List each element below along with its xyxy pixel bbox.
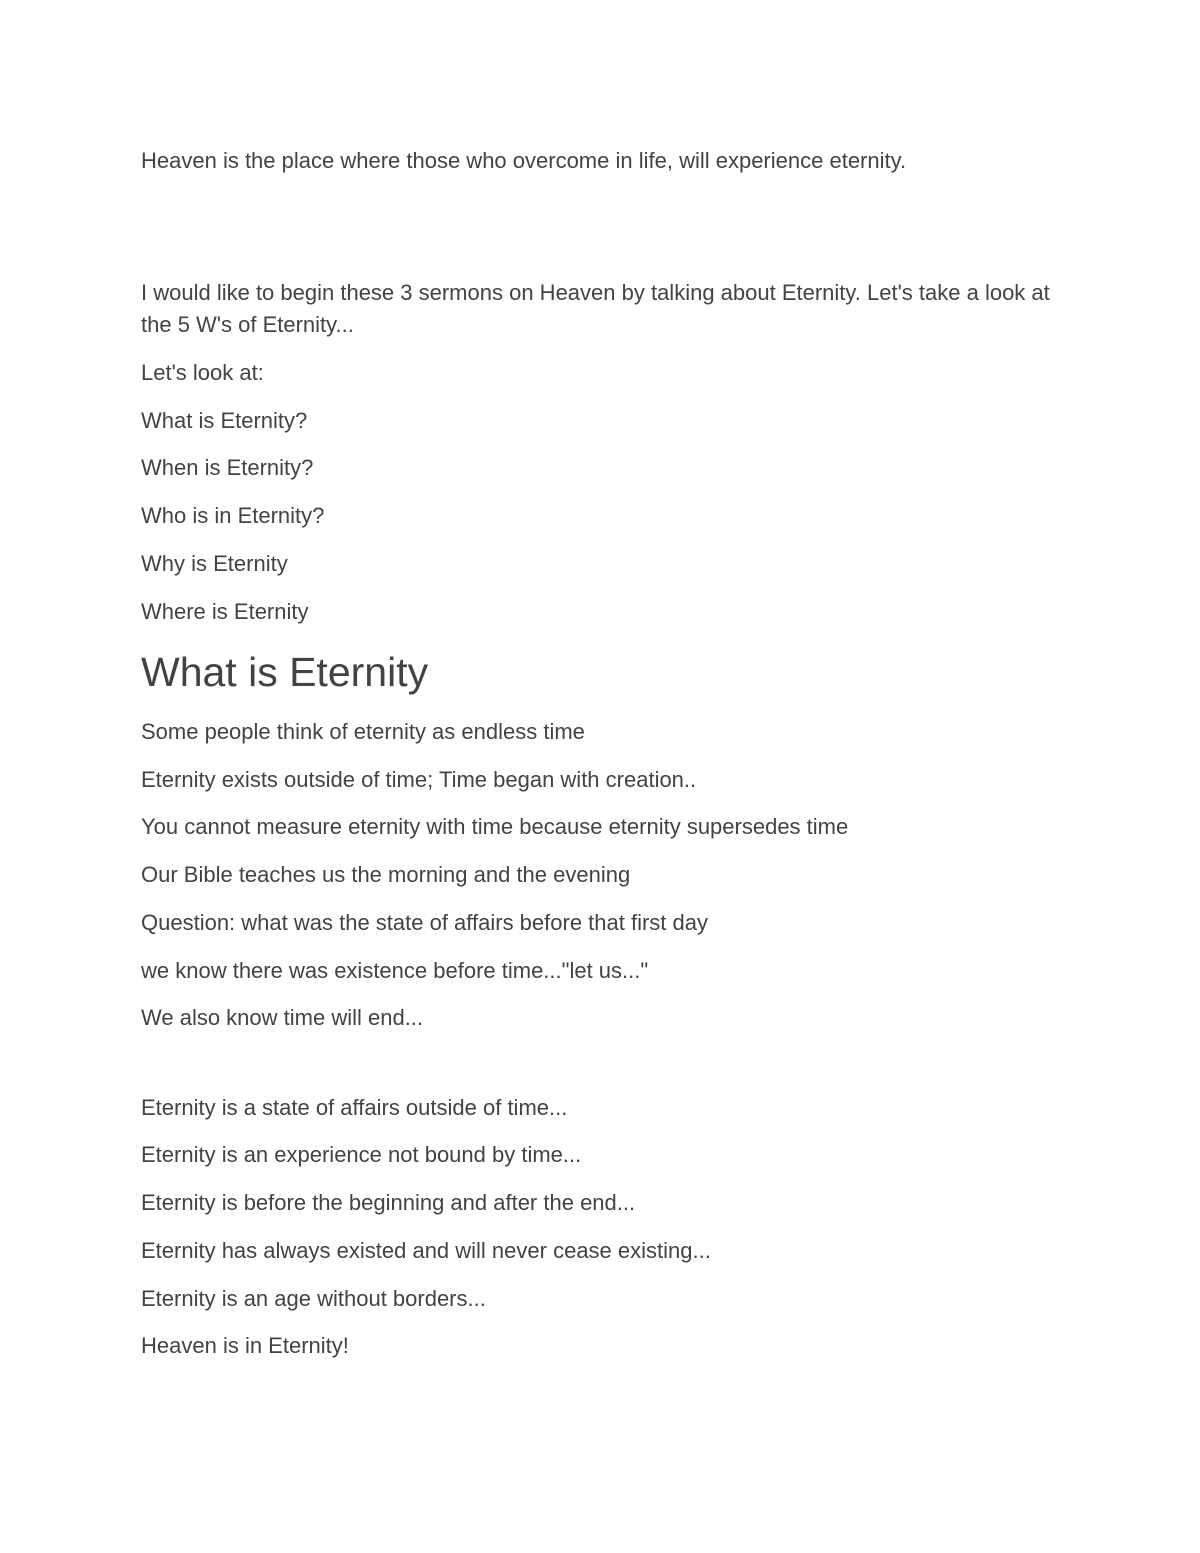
section-line: Our Bible teaches us the morning and the evening — [141, 862, 631, 887]
definition-line: Eternity is a state of affairs outside of time... — [141, 1095, 568, 1120]
opening-paragraph: I would like to begin these 3 sermons on Heaven by talking about Eternity. Let's take a look at the 5 W's of Eternity... — [141, 280, 1050, 337]
section-line: we know there was existence before time..."let us..." — [141, 958, 649, 983]
closing-line: Heaven is in Eternity! — [141, 1333, 349, 1358]
lets-look-at-label: Let's look at: — [141, 360, 264, 385]
section-line: We also know time will end... — [141, 1005, 424, 1030]
definition-line: Eternity is an experience not bound by time... — [141, 1142, 582, 1167]
section-line: You cannot measure eternity with time because eternity supersedes time — [141, 814, 849, 839]
definition-line: Eternity has always existed and will never cease existing... — [141, 1238, 711, 1263]
definition-line: Eternity is an age without borders... — [141, 1286, 486, 1311]
question-what: What is Eternity? — [141, 408, 308, 433]
question-why: Why is Eternity — [141, 551, 288, 576]
definition-line: Eternity is before the beginning and after the end... — [141, 1190, 636, 1215]
question-where: Where is Eternity — [141, 599, 309, 624]
intro-statement: Heaven is the place where those who overcome in life, will experience eternity. — [141, 148, 907, 173]
section-line: Some people think of eternity as endless time — [141, 719, 585, 744]
question-when: When is Eternity? — [141, 455, 314, 480]
question-who: Who is in Eternity? — [141, 503, 325, 528]
section-heading: What is Eternity — [141, 649, 429, 695]
section-line: Question: what was the state of affairs before that first day — [141, 910, 709, 935]
section-line: Eternity exists outside of time; Time began with creation.. — [141, 767, 697, 792]
